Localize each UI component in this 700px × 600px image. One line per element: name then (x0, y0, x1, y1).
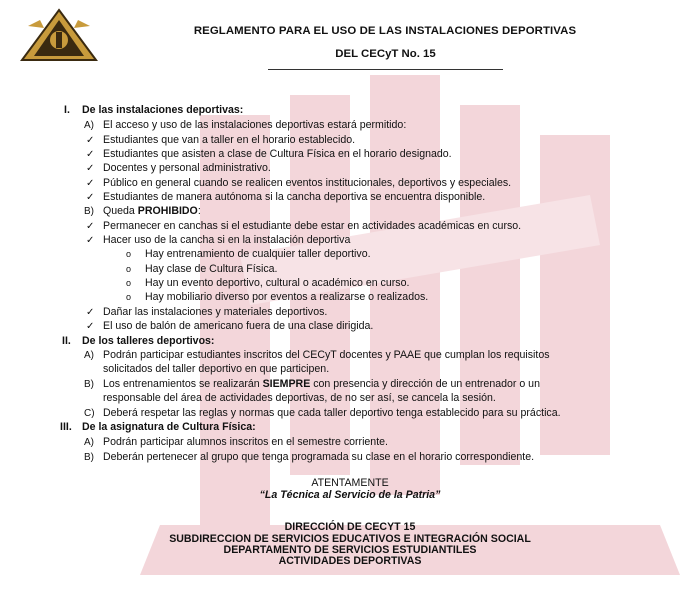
circle-bullet-icon: o (126, 278, 132, 288)
item-marker: A) (84, 437, 94, 448)
list-item: Permanecer en canchas si el estudiante debe estar en actividades académicas en curso. (103, 220, 522, 232)
circle-bullet-icon: o (126, 292, 132, 302)
item-text-continuation: responsable del área de actividades deportivas, de no ser así, se cancela la sesión. (103, 392, 496, 404)
circle-bullet-icon: o (126, 264, 132, 274)
section-title: De las instalaciones deportivas: (82, 104, 244, 116)
check-icon: ✓ (86, 163, 95, 174)
signature-line: DEPARTAMENTO DE SERVICIOS ESTUDIANTILES (223, 544, 477, 556)
list-item: Estudiantes de manera autónoma si la cancha deportiva se encuentra disponible. (103, 191, 486, 203)
item-marker: C) (84, 408, 95, 419)
section-title: De la asignatura de Cultura Física: (82, 421, 256, 433)
check-icon: ✓ (86, 192, 95, 203)
check-icon: ✓ (86, 178, 95, 189)
item-text: Podrán participar estudiantes inscritos del CECyT docentes y PAAE que cumplan los requisitos (103, 349, 550, 361)
item-marker: A) (84, 120, 94, 131)
check-icon: ✓ (86, 307, 95, 318)
item-text: Los entrenamientos se realizarán SIEMPRE con presencia y dirección de un entrenador o un (103, 378, 540, 390)
sub-list-item: Hay mobiliario diverso por eventos a realizarse o realizados. (145, 291, 429, 303)
signature-line: ACTIVIDADES DEPORTIVAS (278, 555, 422, 567)
item-text: Deberá respetar las reglas y normas que cada taller deportivo tenga establecido para su práctica. (103, 407, 561, 419)
item-text: Deberán pertenecer al grupo que tenga programada su clase en el horario correspondiente. (103, 451, 535, 463)
circle-bullet-icon: o (126, 249, 132, 259)
section-number: III. (60, 421, 72, 433)
check-icon: ✓ (86, 135, 95, 146)
list-item: Dañar las instalaciones y materiales deportivos. (103, 306, 328, 318)
check-icon: ✓ (86, 149, 95, 160)
document-subtitle: DEL CECyT No. 15 (335, 48, 436, 60)
ipn-logo (18, 6, 100, 64)
item-marker: A) (84, 350, 94, 361)
check-icon: ✓ (86, 221, 95, 232)
item-text: El acceso y uso de las instalaciones deportivas estará permitido: (103, 119, 407, 131)
item-text-continuation: solicitados del taller deportivo en que participen. (103, 363, 330, 375)
item-marker: B) (84, 452, 94, 463)
document-title: REGLAMENTO PARA EL USO DE LAS INSTALACIONES DEPORTIVAS (193, 25, 577, 37)
signature-line: DIRECCIÓN DE CECYT 15 (284, 521, 416, 533)
sub-list-item: Hay clase de Cultura Física. (145, 263, 278, 275)
item-text: Queda PROHIBIDO: (103, 205, 201, 217)
title-underline (268, 69, 503, 70)
signature-line: SUBDIRECCION DE SERVICIOS EDUCATIVOS E INTEGRACIÓN SOCIAL (169, 533, 531, 545)
check-icon: ✓ (86, 235, 95, 246)
closing-greeting: ATENTAMENTE (311, 477, 389, 489)
closing-motto: “La Técnica al Servicio de la Patria” (259, 489, 441, 501)
list-item: Estudiantes que asisten a clase de Cultura Física en el horario designado. (103, 148, 452, 160)
section-number: I. (64, 104, 70, 116)
list-item: El uso de balón de americano fuera de una clase dirigida. (103, 320, 374, 332)
item-marker: B) (84, 379, 94, 390)
item-marker: B) (84, 206, 94, 217)
sub-list-item: Hay entrenamiento de cualquier taller deportivo. (145, 248, 371, 260)
check-icon: ✓ (86, 321, 95, 332)
list-item: Público en general cuando se realicen eventos institucionales, deportivos y especiales. (103, 177, 512, 189)
list-item: Docentes y personal administrativo. (103, 162, 271, 174)
section-number: II. (62, 335, 71, 347)
list-item: Hacer uso de la cancha si en la instalación deportiva (103, 234, 351, 246)
section-title: De los talleres deportivos: (82, 335, 215, 347)
item-text: Podrán participar alumnos inscritos en el semestre corriente. (103, 436, 388, 448)
list-item: Estudiantes que van a taller en el horario establecido. (103, 134, 356, 146)
sub-list-item: Hay un evento deportivo, cultural o académico en curso. (145, 277, 410, 289)
